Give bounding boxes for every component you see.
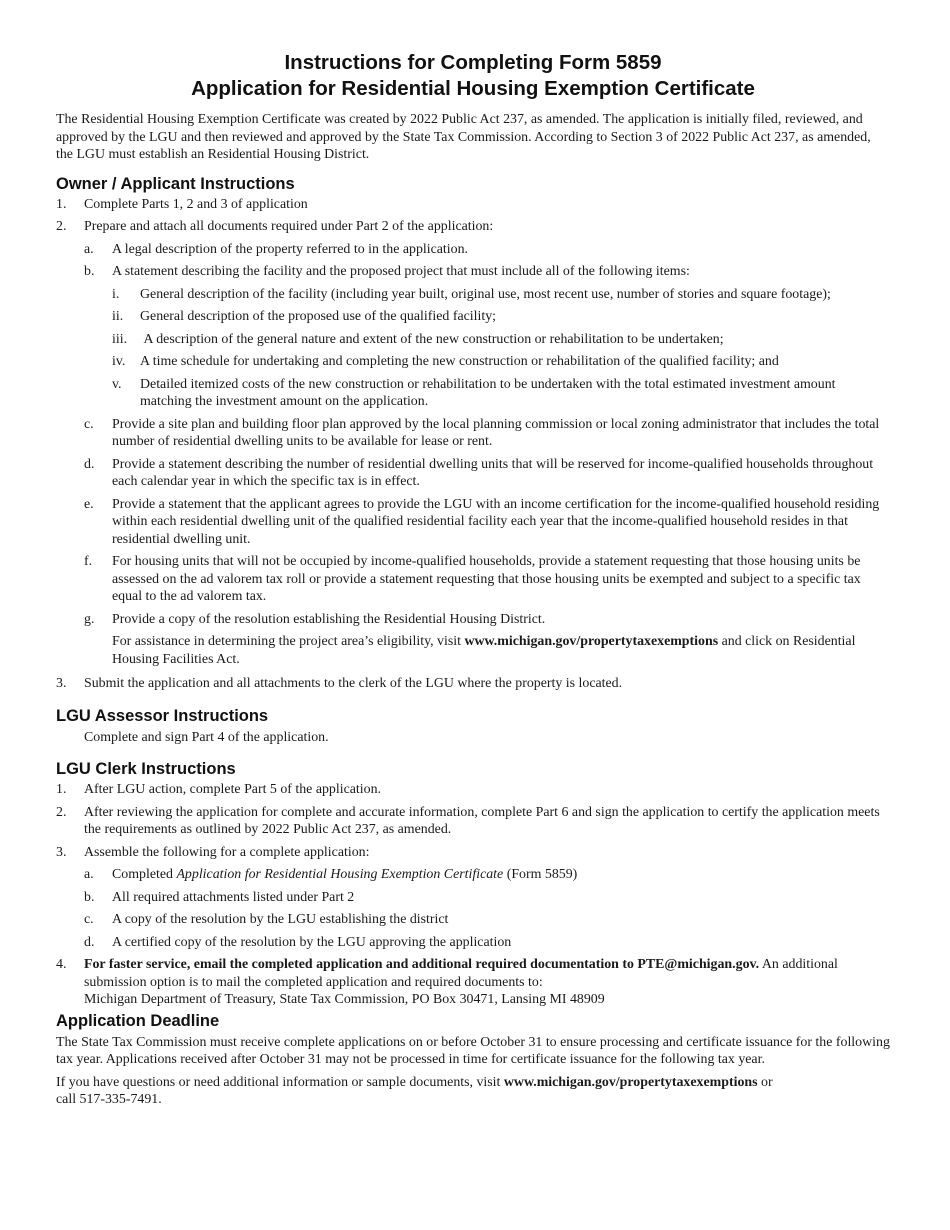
list-number: 3. xyxy=(56,844,67,860)
list-item: v. Detailed itemized costs of the new construction or rehabilitation to be undertaken with the total estimated investment amount matching the investment amount on the application. xyxy=(112,376,836,409)
list-number: 2. xyxy=(56,804,67,820)
list-item: b. All required attachments listed under Part 2 xyxy=(84,889,355,905)
list-item: ii. General description of the proposed use of the qualified facility; xyxy=(112,309,497,324)
list-letter: e. xyxy=(84,496,94,512)
list-letter: d. xyxy=(84,456,95,472)
list-item: 3. Submit the application and all attachments to the clerk of the LGU where the property is located. xyxy=(56,676,623,691)
list-item: a. Completed Application for Residential Housing Exemption Certificate (Form 5859) xyxy=(84,867,578,882)
list-item: c. A copy of the resolution by the LGU establishing the district xyxy=(84,912,449,927)
list-item: 1. Complete Parts 1, 2 and 3 of application xyxy=(56,196,308,212)
list-item: a. A legal description of the property referred to in the application. xyxy=(84,241,469,257)
list-roman: iii. xyxy=(112,331,128,347)
list-item: e. Provide a statement that the applicant agrees to provide the LGU with an income certification for the income-qualified household residing within each residential dwelling unit of the qualified residential facility each year that the income-qualified household resides in that residential dwelling unit. xyxy=(84,496,880,547)
list-number: 2. xyxy=(56,219,67,234)
clerk-heading: LGU Clerk Instructions xyxy=(56,760,236,778)
list-letter: g. xyxy=(84,611,95,627)
list-number: 4. xyxy=(56,957,67,972)
list-item: 2. After reviewing the application for complete and accurate information, complete Part 6 and sign the application to certify the application meets the requirements as outlined by 2022 Public Act 237, as amended. xyxy=(56,804,880,837)
property-tax-exemptions-link[interactable]: www.michigan.gov/propertytaxexemptions xyxy=(464,634,719,649)
deadline-text: The State Tax Commission must receive complete applications on or before October 31 to ensure processing and certificate issuance for the following tax year. Applications received after October 31 may not be processed in time for certificate issuance for the following tax year. xyxy=(56,1034,890,1067)
list-roman: i. xyxy=(112,286,120,302)
list-letter: a. xyxy=(84,241,94,257)
list-letter: a. xyxy=(84,867,94,882)
eligibility-note: For assistance in determining the project area’s eligibility, visit www.michigan.gov/propertytaxexemptions and click on Residential Housing Facilities Act. xyxy=(112,634,856,667)
document-page xyxy=(56,50,890,1109)
list-number: 1. xyxy=(56,782,67,797)
list-letter: f. xyxy=(84,554,93,569)
list-roman: iv. xyxy=(112,354,126,369)
list-roman: ii. xyxy=(112,309,124,324)
list-letter: b. xyxy=(84,264,95,279)
owner-instructions-list xyxy=(56,196,890,693)
list-number: 3. xyxy=(56,676,67,691)
owner-heading: Owner / Applicant Instructions xyxy=(56,174,295,193)
list-item: f. For housing units that will not be occupied by income-qualified households, provide a statement requesting that those housing units be assessed on the ad valorem tax roll or provide a statement requesting that those housing units be exempted and subject to a specific tax equal to the ad valorem tax. xyxy=(84,554,861,604)
title-line-1: Instructions for Completing Form 5859 xyxy=(284,51,662,74)
deadline-heading: Application Deadline xyxy=(56,1011,220,1030)
property-tax-exemptions-link[interactable]: www.michigan.gov/propertytaxexemptions xyxy=(503,1074,758,1090)
list-letter: c. xyxy=(84,912,94,927)
mailing-address: Michigan Department of Treasury, State Tax Commission, PO Box 30471, Lansing MI 48909 xyxy=(84,992,605,1007)
list-item: d. Provide a statement describing the number of residential dwelling units that will be reserved for income-qualified households throughout each calendar year in which the specific tax is in effect. xyxy=(84,456,874,489)
list-item: b. A statement describing the facility and the proposed project that must include all of the following items: xyxy=(84,264,690,279)
list-item: 2. Prepare and attach all documents required under Part 2 of the application: xyxy=(56,219,494,234)
list-item: g. Provide a copy of the resolution establishing the Residential Housing District. xyxy=(84,611,546,627)
assessor-text: Complete and sign Part 4 of the application. xyxy=(84,729,329,745)
list-letter: b. xyxy=(84,889,95,905)
contact-text: If you have questions or need additional information or sample documents, visit www.michigan.gov/propertytaxexemptions or call 517-335-7491. xyxy=(56,1074,773,1107)
list-letter: c. xyxy=(84,416,94,432)
list-letter: d. xyxy=(84,934,95,950)
list-number: 1. xyxy=(56,196,67,212)
title-line-2: Application for Residential Housing Exemption Certificate xyxy=(191,77,755,100)
clerk-instructions-list xyxy=(56,781,890,1009)
list-item: d. A certified copy of the resolution by the LGU approving the application xyxy=(84,934,512,950)
assessor-heading: LGU Assessor Instructions xyxy=(56,706,269,725)
list-item: c. Provide a site plan and building floor plan approved by the local planning commission or local zoning administrator that includes the total number of residential dwelling units to be available for lease or rent. xyxy=(84,416,880,449)
email-instruction: For faster service, email the completed application and additional required documentation to PTE@michigan.gov. xyxy=(84,957,760,972)
list-item: 4. For faster service, email the completed application and additional required documentation to PTE@michigan.gov. An additional submission option is to mail the completed application and required documents to: Michigan Department of Treasury, State Tax Commission, PO Box 30471, Lansing MI 48909 xyxy=(56,957,838,1007)
list-item: 1. After LGU action, complete Part 5 of the application. xyxy=(56,782,382,797)
list-item: iii. A description of the general nature and extent of the new construction or rehabilitation to be undertaken; xyxy=(112,331,724,347)
list-item: i. General description of the facility (including year built, original use, most recent use, number of stories and square footage); xyxy=(112,286,831,302)
phone-number: call 517-335-7491. xyxy=(56,1092,162,1107)
list-item: iv. A time schedule for undertaking and completing the new construction or rehabilitation of the qualified facility; and xyxy=(112,354,779,369)
intro-paragraph: The Residential Housing Exemption Certificate was created by 2022 Public Act 237, as amended. The application is initially filed, reviewed, and approved by the LGU and then reviewed and approved by the State Tax Commission. According to Section 3 of 2022 Public Act 237, as amended, the LGU must establish an Residential Housing District. xyxy=(56,112,871,162)
list-roman: v. xyxy=(112,376,122,392)
page-title xyxy=(56,50,890,102)
list-item: 3. Assemble the following for a complete application: xyxy=(56,844,370,860)
